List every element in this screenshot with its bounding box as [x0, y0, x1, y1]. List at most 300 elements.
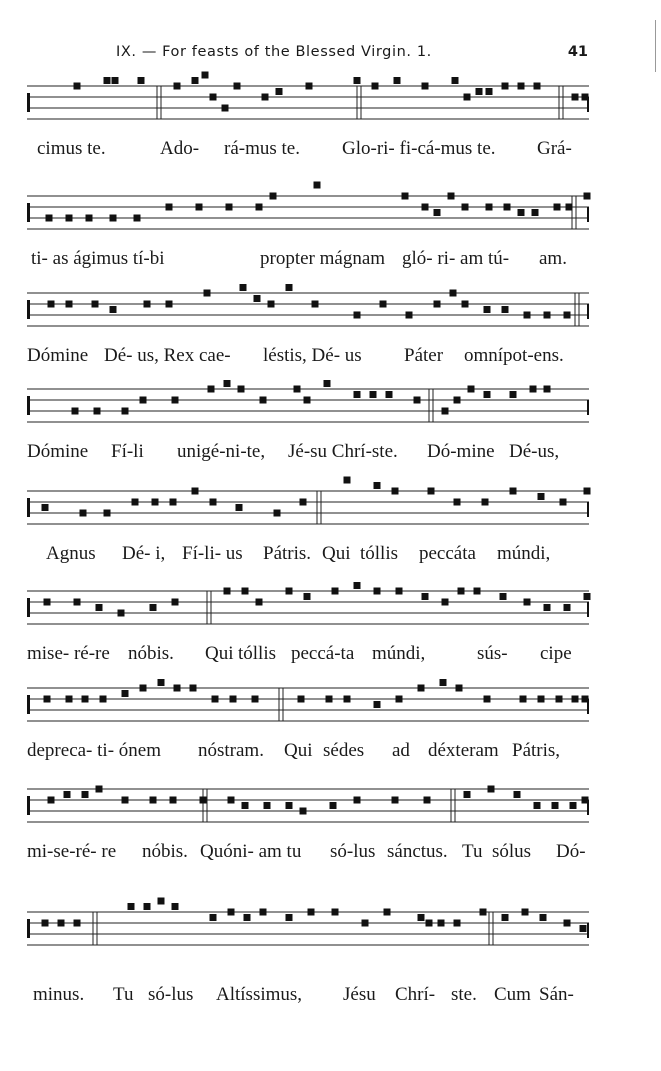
- lyric-syllable: déxteram: [428, 740, 499, 761]
- neume-note: [202, 72, 209, 79]
- neume-note: [510, 488, 517, 495]
- neume-note: [392, 797, 399, 804]
- lyric-syllable: am.: [539, 248, 567, 269]
- neume-note: [362, 920, 369, 927]
- lyric-syllable: Dé- i,: [122, 543, 166, 564]
- neume-note: [314, 182, 321, 189]
- neume-note: [66, 215, 73, 222]
- lyric-syllable: Fí-li- us: [182, 543, 243, 564]
- lyric-syllable: múndi,: [497, 543, 551, 564]
- staff: [27, 80, 589, 128]
- lyric-syllable: mi-se-ré- re: [27, 841, 117, 862]
- neume-note: [402, 193, 409, 200]
- neume-note: [94, 408, 101, 415]
- neume-note: [458, 588, 465, 595]
- neume-note: [304, 593, 311, 600]
- neume-note: [74, 83, 81, 90]
- neume-note: [240, 284, 247, 291]
- neume-note: [530, 386, 537, 393]
- lyric-syllable: Tu: [462, 841, 483, 862]
- neume-note: [46, 215, 53, 222]
- chant-system: [27, 80, 589, 175]
- neume-note: [308, 909, 315, 916]
- staff: [27, 906, 589, 954]
- neume-note: [256, 204, 263, 211]
- neume-note: [480, 909, 487, 916]
- lyric-syllable: minus.: [33, 984, 85, 1005]
- neume-note: [522, 909, 529, 916]
- neume-note: [424, 797, 431, 804]
- chant-system: [27, 287, 589, 382]
- neume-note: [426, 920, 433, 927]
- neume-note: [428, 488, 435, 495]
- neume-note: [564, 312, 571, 319]
- lyric-line: [27, 138, 589, 164]
- lyric-syllable: ti- as ágimus tí-bi: [31, 248, 165, 269]
- neume-note: [584, 193, 591, 200]
- neume-note: [370, 391, 377, 398]
- neume-note: [484, 391, 491, 398]
- neume-note: [544, 604, 551, 611]
- neume-note: [306, 83, 313, 90]
- neume-note: [454, 920, 461, 927]
- neume-note: [326, 696, 333, 703]
- neume-note: [260, 397, 267, 404]
- neume-note: [520, 696, 527, 703]
- clef: [27, 919, 30, 938]
- neume-note: [158, 679, 165, 686]
- page-number: 41: [567, 44, 588, 60]
- neume-note: [66, 696, 73, 703]
- neume-note: [464, 791, 471, 798]
- neume-note: [208, 386, 215, 393]
- neume-note: [422, 83, 429, 90]
- neume-note: [580, 925, 587, 932]
- lyric-syllable: mise- ré-re: [27, 643, 110, 664]
- neume-note: [540, 914, 547, 921]
- lyric-syllable: sédes: [323, 740, 365, 761]
- neume-note: [96, 786, 103, 793]
- neume-note: [354, 582, 361, 589]
- neume-note: [552, 802, 559, 809]
- neume-note: [72, 408, 79, 415]
- lyric-syllable: Altíssimus,: [216, 984, 303, 1005]
- lyric-syllable: Dó-: [556, 841, 586, 862]
- neume-note: [456, 685, 463, 692]
- neume-note: [584, 593, 591, 600]
- neume-note: [454, 397, 461, 404]
- lyric-syllable: rá-mus te.: [224, 138, 300, 159]
- neume-note: [538, 493, 545, 500]
- lyric-syllable: múndi,: [372, 643, 426, 664]
- lyric-syllable: cipe: [540, 643, 572, 664]
- neume-note: [434, 301, 441, 308]
- neume-note: [110, 306, 117, 313]
- neume-note: [332, 588, 339, 595]
- neume-note: [312, 301, 319, 308]
- neume-note: [96, 604, 103, 611]
- neume-note: [564, 604, 571, 611]
- lyric-syllable: sánctus.: [387, 841, 448, 862]
- neume-note: [462, 301, 469, 308]
- lyric-syllable: só-lus: [148, 984, 194, 1005]
- neume-note: [44, 696, 51, 703]
- neume-note: [422, 204, 429, 211]
- neume-note: [42, 920, 49, 927]
- neume-note: [354, 391, 361, 398]
- neume-note: [510, 391, 517, 398]
- neume-note: [112, 77, 119, 84]
- lyric-syllable: nóbis.: [128, 643, 174, 664]
- neume-note: [228, 909, 235, 916]
- neume-note: [330, 802, 337, 809]
- neume-note: [74, 599, 81, 606]
- neume-note: [244, 914, 251, 921]
- neume-note: [500, 593, 507, 600]
- neume-note: [174, 83, 181, 90]
- neume-note: [564, 920, 571, 927]
- neume-note: [222, 105, 229, 112]
- neume-note: [344, 477, 351, 484]
- neume-note: [468, 386, 475, 393]
- neume-note: [298, 696, 305, 703]
- neume-note: [138, 77, 145, 84]
- staff: [27, 287, 589, 335]
- neume-note: [582, 696, 589, 703]
- neume-note: [128, 903, 135, 910]
- neume-note: [158, 898, 165, 905]
- neume-note: [450, 290, 457, 297]
- neume-note: [532, 209, 539, 216]
- lyric-syllable: propter mágnam: [260, 248, 386, 269]
- neume-note: [140, 685, 147, 692]
- neume-note: [170, 797, 177, 804]
- chant-system: [27, 383, 589, 478]
- neume-note: [64, 791, 71, 798]
- lyric-line: [27, 248, 589, 274]
- lyric-syllable: depreca- ti- ónem: [27, 740, 161, 761]
- lyric-syllable: sús-: [477, 643, 508, 664]
- neume-note: [332, 909, 339, 916]
- lyric-syllable: unigé-ni-te,: [177, 441, 266, 462]
- neume-note: [82, 791, 89, 798]
- lyric-syllable: gló- ri- am tú-: [402, 248, 510, 269]
- neume-note: [140, 397, 147, 404]
- neume-note: [48, 301, 55, 308]
- lyric-syllable: Cum: [494, 984, 531, 1005]
- neume-note: [504, 204, 511, 211]
- neume-note: [534, 802, 541, 809]
- neume-note: [226, 204, 233, 211]
- neume-note: [212, 696, 219, 703]
- neume-note: [442, 599, 449, 606]
- neume-note: [210, 499, 217, 506]
- neume-note: [190, 685, 197, 692]
- neume-note: [228, 797, 235, 804]
- neume-note: [224, 588, 231, 595]
- neume-note: [386, 391, 393, 398]
- neume-note: [556, 696, 563, 703]
- neume-note: [230, 696, 237, 703]
- neume-note: [396, 588, 403, 595]
- neume-note: [406, 312, 413, 319]
- clef: [27, 396, 30, 415]
- clef: [27, 93, 30, 112]
- lyric-syllable: Fí-li: [111, 441, 144, 462]
- chant-system: [27, 485, 589, 580]
- lyric-syllable: ad: [392, 740, 410, 761]
- neume-note: [66, 301, 73, 308]
- lyric-line: [27, 643, 589, 669]
- neume-note: [354, 797, 361, 804]
- neume-note: [270, 193, 277, 200]
- neume-note: [150, 604, 157, 611]
- neume-note: [372, 83, 379, 90]
- neume-note: [294, 386, 301, 393]
- neume-note: [268, 301, 275, 308]
- lyric-syllable: Pátris.: [263, 543, 312, 564]
- neume-note: [582, 94, 589, 101]
- neume-note: [92, 301, 99, 308]
- neume-note: [300, 808, 307, 815]
- neume-note: [286, 284, 293, 291]
- neume-note: [144, 301, 151, 308]
- lyric-syllable: Agnus: [46, 543, 96, 564]
- neume-note: [236, 504, 243, 511]
- lyric-syllable: peccá-ta: [291, 643, 355, 664]
- clef: [27, 796, 30, 815]
- neume-note: [414, 397, 421, 404]
- lyric-syllable: Sán-: [539, 984, 574, 1005]
- neume-note: [286, 802, 293, 809]
- neume-note: [584, 488, 591, 495]
- staff: [27, 585, 589, 633]
- lyric-syllable: Qui: [284, 740, 313, 761]
- lyric-syllable: Glo-ri- fi-cá-mus te.: [342, 138, 496, 159]
- neume-note: [434, 209, 441, 216]
- neume-note: [534, 83, 541, 90]
- neume-note: [324, 380, 331, 387]
- neume-note: [448, 193, 455, 200]
- lyric-syllable: Quóni- am tu: [200, 841, 302, 862]
- neume-note: [354, 77, 361, 84]
- neume-note: [152, 499, 159, 506]
- neume-note: [374, 701, 381, 708]
- staff: [27, 682, 589, 730]
- neume-note: [538, 696, 545, 703]
- neume-note: [110, 215, 117, 222]
- neume-note: [354, 312, 361, 319]
- neume-note: [304, 397, 311, 404]
- neume-note: [204, 290, 211, 297]
- neume-note: [518, 83, 525, 90]
- lyric-syllable: Jé-su Chrí-ste.: [288, 441, 398, 462]
- running-header: [30, 44, 590, 66]
- neume-note: [484, 306, 491, 313]
- neume-note: [104, 77, 111, 84]
- neume-note: [286, 914, 293, 921]
- neume-note: [464, 94, 471, 101]
- neume-note: [418, 914, 425, 921]
- staff: [27, 383, 589, 431]
- lyric-line: [27, 441, 589, 467]
- neume-note: [474, 588, 481, 595]
- neume-note: [394, 77, 401, 84]
- lyric-syllable: léstis, Dé- us: [263, 345, 362, 366]
- neume-note: [566, 204, 573, 211]
- margin-rule: [655, 20, 656, 72]
- neume-note: [122, 690, 129, 697]
- neume-note: [486, 88, 493, 95]
- lyric-syllable: ste.: [451, 984, 477, 1005]
- lyric-syllable: Qui: [205, 643, 234, 664]
- neume-note: [150, 797, 157, 804]
- neume-note: [502, 83, 509, 90]
- neume-note: [384, 909, 391, 916]
- lyric-line: [27, 543, 589, 569]
- neume-note: [502, 306, 509, 313]
- neume-note: [118, 610, 125, 617]
- neume-note: [570, 802, 577, 809]
- lyric-syllable: nóstram.: [198, 740, 264, 761]
- neume-note: [234, 83, 241, 90]
- neume-note: [58, 920, 65, 927]
- neume-note: [274, 510, 281, 517]
- clef: [27, 695, 30, 714]
- neume-note: [242, 588, 249, 595]
- neume-note: [242, 802, 249, 809]
- chant-system: [27, 783, 589, 878]
- staff: [27, 783, 589, 831]
- neume-note: [170, 499, 177, 506]
- neume-note: [252, 696, 259, 703]
- neume-note: [488, 786, 495, 793]
- neume-note: [100, 696, 107, 703]
- neume-note: [200, 797, 207, 804]
- neume-note: [524, 312, 531, 319]
- neume-note: [442, 408, 449, 415]
- clef: [27, 598, 30, 617]
- chant-system: [27, 906, 589, 1005]
- neume-note: [544, 312, 551, 319]
- neume-note: [374, 482, 381, 489]
- neume-note: [122, 408, 129, 415]
- neume-note: [210, 94, 217, 101]
- neume-note: [254, 295, 261, 302]
- lyric-syllable: Dó-mine: [427, 441, 495, 462]
- chant-system: [27, 585, 589, 680]
- clef: [27, 498, 30, 517]
- lyric-syllable: Jésu: [343, 984, 376, 1005]
- neume-note: [418, 685, 425, 692]
- lyric-syllable: Páter: [404, 345, 444, 366]
- neume-note: [374, 588, 381, 595]
- lyric-syllable: Tu: [113, 984, 134, 1005]
- neume-note: [440, 679, 447, 686]
- lyric-syllable: tóllis: [238, 643, 277, 664]
- lyric-syllable: peccáta: [419, 543, 476, 564]
- chant-system: [27, 190, 589, 285]
- lyric-syllable: só-lus: [330, 841, 376, 862]
- neume-note: [392, 488, 399, 495]
- lyric-line: [27, 345, 589, 371]
- neume-note: [572, 696, 579, 703]
- neume-note: [192, 77, 199, 84]
- neume-note: [82, 696, 89, 703]
- neume-note: [518, 209, 525, 216]
- neume-note: [544, 386, 551, 393]
- neume-note: [514, 791, 521, 798]
- neume-note: [104, 510, 111, 517]
- lyric-syllable: Pátris,: [512, 740, 561, 761]
- lyric-syllable: Qui: [322, 543, 351, 564]
- neume-note: [132, 499, 139, 506]
- lyric-syllable: Grá-: [537, 138, 572, 159]
- neume-note: [502, 914, 509, 921]
- neume-note: [486, 204, 493, 211]
- lyric-line: [27, 740, 589, 766]
- neume-note: [462, 204, 469, 211]
- neume-note: [276, 88, 283, 95]
- lyric-syllable: Ado-: [160, 138, 200, 159]
- lyric-syllable: Dómine: [27, 441, 89, 462]
- chant-system: [27, 682, 589, 777]
- neume-note: [380, 301, 387, 308]
- lyric-syllable: Dé- us, Rex cae-: [104, 345, 231, 366]
- neume-note: [172, 903, 179, 910]
- neume-note: [48, 797, 55, 804]
- neume-note: [560, 499, 567, 506]
- neume-note: [482, 499, 489, 506]
- lyric-syllable: tóllis: [360, 543, 399, 564]
- staff: [27, 190, 589, 238]
- neume-note: [484, 696, 491, 703]
- lyric-syllable: nóbis.: [142, 841, 188, 862]
- neume-note: [344, 696, 351, 703]
- clef: [27, 203, 30, 222]
- neume-note: [144, 903, 151, 910]
- neume-note: [122, 797, 129, 804]
- neume-note: [300, 499, 307, 506]
- neume-note: [86, 215, 93, 222]
- running-title: IX. — For feasts of the Blessed Virgin. 1.: [116, 44, 432, 60]
- lyric-line: [27, 984, 589, 1010]
- neume-note: [264, 802, 271, 809]
- neume-note: [210, 914, 217, 921]
- neume-note: [134, 215, 141, 222]
- neume-note: [172, 599, 179, 606]
- neume-note: [174, 685, 181, 692]
- neume-note: [256, 599, 263, 606]
- neume-note: [286, 588, 293, 595]
- neume-note: [172, 397, 179, 404]
- neume-note: [438, 920, 445, 927]
- neume-note: [452, 77, 459, 84]
- lyric-syllable: sólus: [492, 841, 532, 862]
- lyric-syllable: cimus te.: [37, 138, 106, 159]
- lyric-syllable: Dómine: [27, 345, 89, 366]
- neume-note: [572, 94, 579, 101]
- neume-note: [74, 920, 81, 927]
- staff: [27, 485, 589, 533]
- neume-note: [262, 94, 269, 101]
- neume-note: [192, 488, 199, 495]
- neume-note: [44, 599, 51, 606]
- neume-note: [396, 696, 403, 703]
- neume-note: [554, 204, 561, 211]
- neume-note: [166, 204, 173, 211]
- neume-note: [476, 88, 483, 95]
